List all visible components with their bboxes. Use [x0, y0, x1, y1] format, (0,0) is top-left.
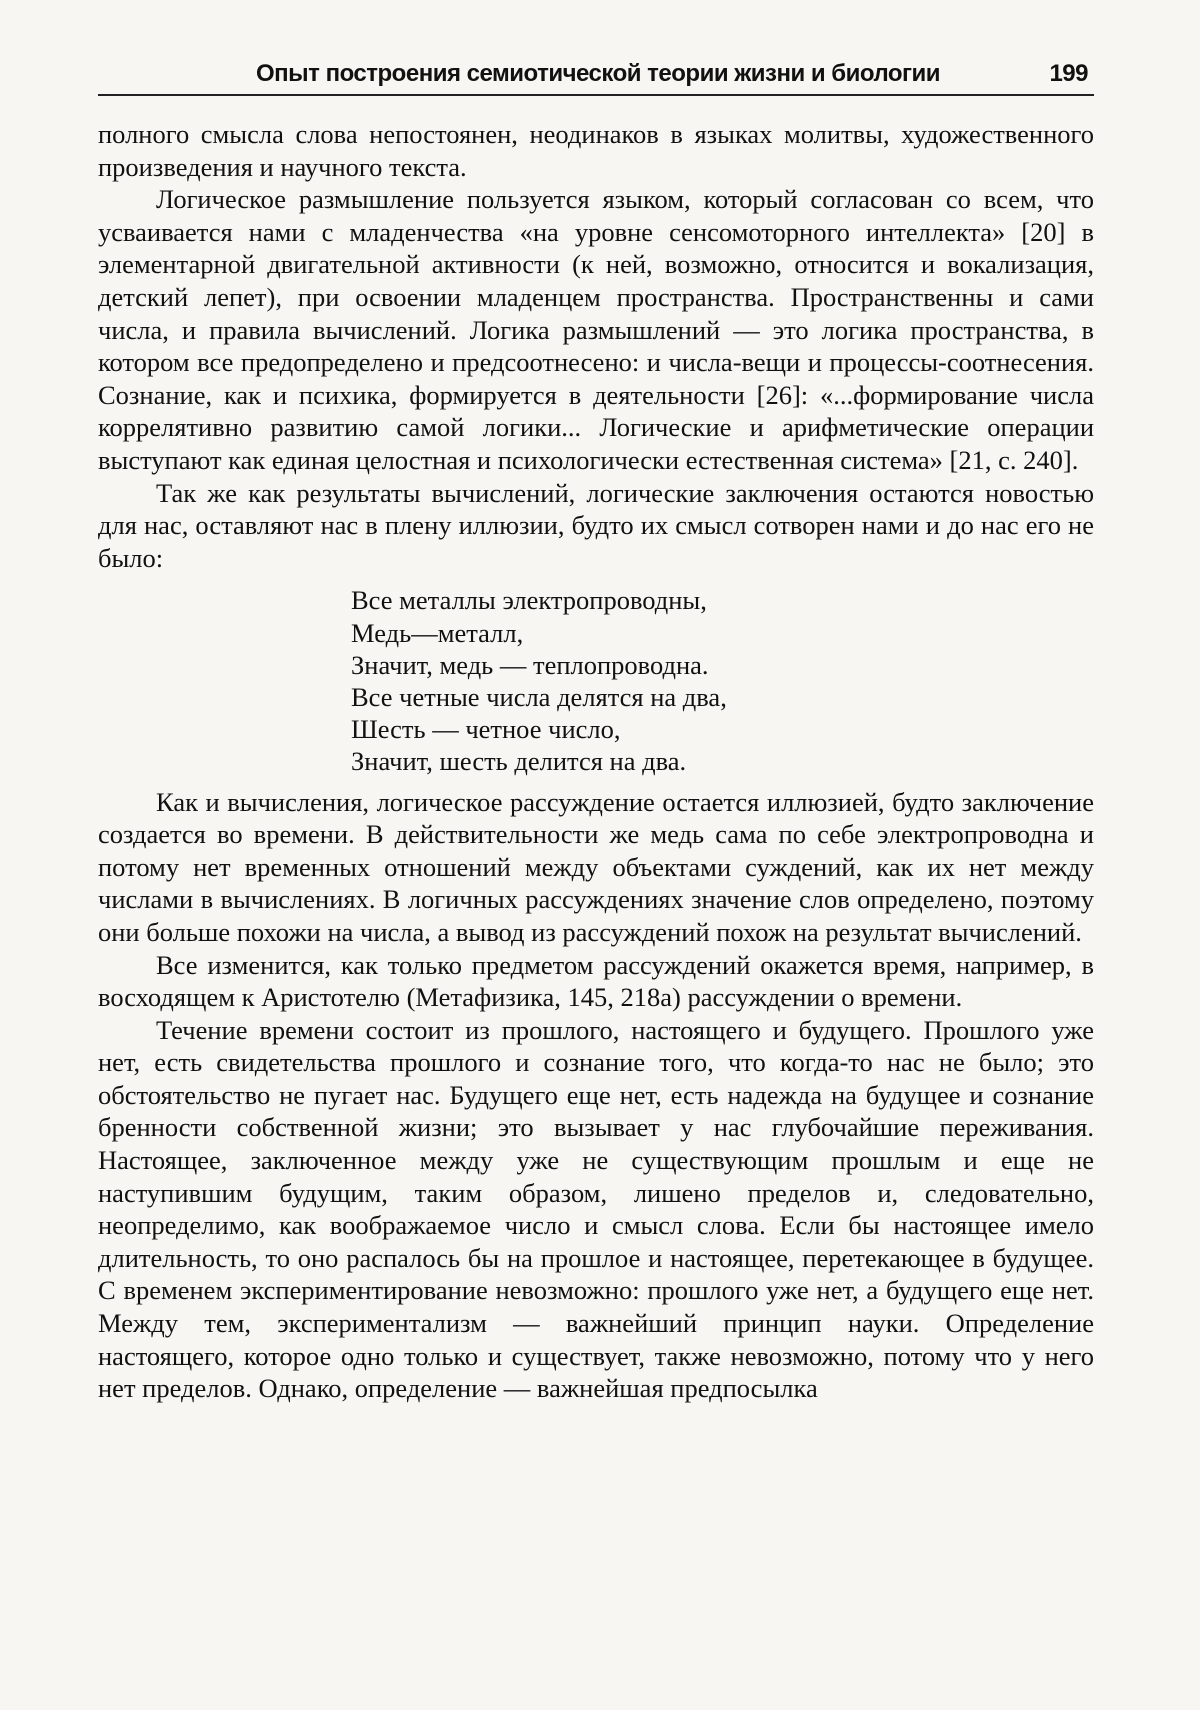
verse-line: Значит, медь — теплопроводна.	[351, 649, 709, 680]
paragraph: Как и вычисления, логическое рассуждение остается иллюзией, будто заключение создается во времени. В действительности же медь сама по себе электропроводна и потому нет временных отношений между объектами суждений, как их нет между числами в вычислениях. В логичных рассуждениях значение слов определено, поэтому они больше похожи на числа, а вывод из рассуждений похож на результат вычислений.	[98, 786, 1094, 947]
verse-line: Значит, шесть делится на два.	[351, 746, 687, 777]
paragraph: Так же как результаты вычислений, логические заключения остаются новостью для нас, оставляют нас в плену иллюзии, будто их смысл сотворен нами и до нас его не было:	[98, 477, 1094, 573]
paragraph: Течение времени состоит из прошлого, настоящего и будущего. Прошлого уже нет, есть свидетельства прошлого и сознание того, что когда-то нас не было; это обстоятельство не пугает нас. Будущего еще нет, есть надежда на будущее и сознание бренности собственной жизни; это вызывает у нас глубочайшие переживания. Настоящее, заключенное между уже не существующим прошлым и еще не наступившим будущим, таким образом, лишено пределов и, следовательно, неопределимо, как воображаемое число и смысл слова. Если бы настоящее имело длительность, то оно распалось бы на прошлое и настоящее, перетекающее в будущее. С временем экспериментирование невозможно: прошлого уже нет, а будущего еще нет. Между тем, экспериментализм — важнейший принцип науки. Определение настоящего, которое одно только и существует, также невозможно, потому что у него нет пределов. Однако, определение — важнейшая предпосылка	[98, 1014, 1094, 1404]
paragraph: Все изменится, как только предметом рассуждений окажется время, например, в восходящем к Аристотелю (Метафизика, 145, 218а) рассуждении о времени.	[98, 949, 1094, 1013]
verse-line: Все металлы электропроводны,	[351, 585, 707, 616]
verse-line: Медь—металл,	[351, 617, 524, 648]
paragraph: полного смысла слова непостоянен, неодинаков в языках молитвы, художественного произведения и научного текста.	[98, 119, 1094, 182]
page-number: 199	[1049, 60, 1088, 87]
syllogism-block	[351, 584, 1094, 777]
book-page	[98, 52, 1094, 1405]
running-header	[98, 52, 1094, 96]
verse-line: Все четные числа делятся на два,	[351, 681, 727, 712]
running-title: Опыт построения семиотической теории жизни и биологии	[256, 60, 941, 87]
paragraph: Логическое размышление пользуется языком, который согласован со всем, что усваивается нами с младенчества «на уровне сенсомоторного интеллекта» [20] в элементарной двигательной активности (к ней, возможно, относится и вокализация, детский лепет), при освоении младенцем пространства. Пространственны и сами числа, и правила вычислений. Логика размышлений — это логика пространства, в котором все предопределено и предсоотнесено: и числа-вещи и процессы-соотнесения. Сознание, как и психика, формируется в деятельности [26]: «...формирование числа коррелятивно развитию самой логики... Логические и арифметические операции выступают как единая целостная и психологически естественная система» [21, с. 240].	[98, 184, 1094, 475]
body-text	[98, 118, 1094, 1405]
verse-line: Шесть — четное число,	[351, 714, 621, 745]
